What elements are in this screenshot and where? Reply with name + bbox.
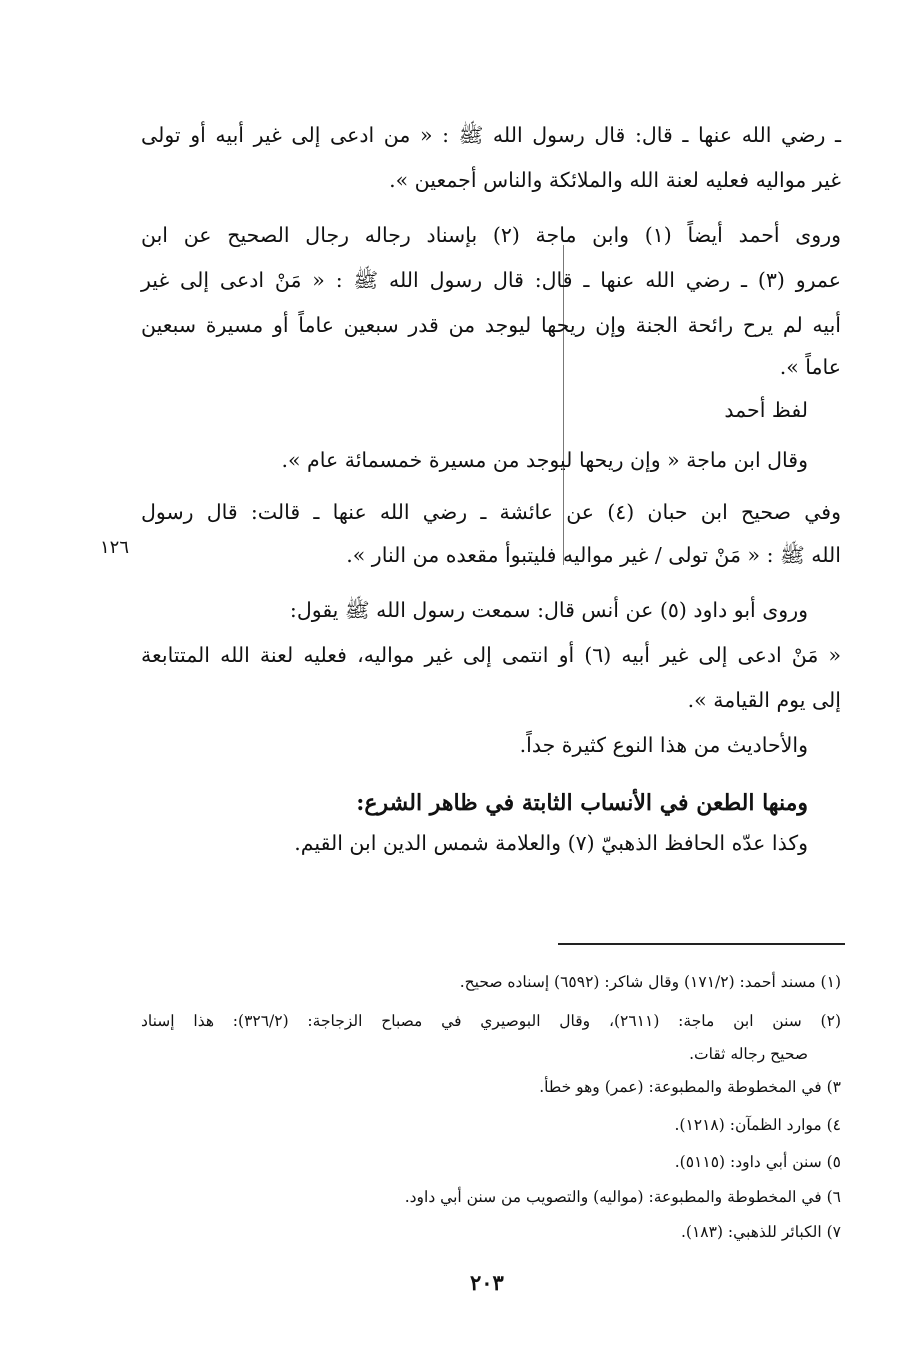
body-line-11: وروى أبو داود (٥) عن أنس قال: سمعت رسول الله ﷺ يقول: — [289, 598, 808, 622]
body-line-3: وروى أحمد أيضاً (١) وابن ماجة (٢) بإسناد رجاله رجال الصحيح عن ابن — [141, 223, 841, 247]
footnote-7: ٧) الكبائر للذهبي: (١٨٣). — [680, 1223, 841, 1241]
footnote-2: (٢) سنن ابن ماجة: (٢٦١١)، وقال البوصيري في مصباح الزجاجة: (٣٢٦/٢): هذا إسناد — [141, 1012, 841, 1030]
body-line-1: ـ رضي الله عنها ـ قال: قال رسول الله ﷺ : « من ادعى إلى غير أبيه أو تولى — [141, 123, 841, 147]
body-line-13: إلى يوم القيامة ». — [687, 688, 841, 712]
body-line-7: لفظ أحمد — [724, 398, 808, 422]
body-line-2: غير مواليه فعليه لعنة الله والملائكة والناس أجمعين ». — [389, 168, 841, 192]
body-line-6: عاماً ». — [779, 355, 841, 379]
body-line-12: « مَنْ ادعى إلى غير أبيه (٦) أو انتمى إلى غير مواليه، فعليه لعنة الله المتتابعة — [141, 643, 842, 667]
page-number: ٢٠٣ — [470, 1270, 504, 1295]
body-line-14: والأحاديث من هذا النوع كثيرة جداً. — [519, 733, 808, 757]
footnote-1: (١) مسند أحمد: (١٧١/٢) وقال شاكر: (٦٥٩٢) إسناده صحيح. — [459, 973, 841, 991]
margin-number: ١٢٦ — [100, 537, 130, 558]
body-line-16: وكذا عدّه الحافظ الذهبيّ (٧) والعلامة شمس الدين ابن القيم. — [294, 831, 808, 855]
section-heading: ومنها الطعن في الأنساب الثابتة في ظاهر الشرع: — [356, 790, 808, 816]
footnote-4: ٤) موارد الظمآن: (١٢١٨). — [674, 1116, 841, 1134]
footnote-6: ٦) في المخطوطة والمطبوعة: (مواليه) والتصويب من سنن أبي داود. — [404, 1188, 841, 1206]
body-line-8: وقال ابن ماجة « وإن ريحها ليوجد من مسيرة خمسمائة عام ». — [281, 448, 808, 472]
body-line-9: وفي صحيح ابن حبان (٤) عن عائشة ـ رضي الله عنها ـ قالت: قال رسول — [141, 500, 842, 524]
footnote-3: ٣) في المخطوطة والمطبوعة: (عمر) وهو خطأ. — [539, 1078, 841, 1096]
footnote-2-continued: صحيح رجاله ثقات. — [689, 1045, 808, 1063]
body-line-10: الله ﷺ : « مَنْ تولى / غير مواليه فليتبوأ مقعده من النار ». — [346, 543, 841, 567]
body-line-5: أبيه لم يرح رائحة الجنة وإن ريحها ليوجد من قدر سبعين عاماً أو مسيرة سبعين — [141, 313, 841, 337]
footnote-5: ٥) سنن أبي داود: (٥١١٥). — [674, 1153, 841, 1171]
body-line-4: عمرو (٣) ـ رضي الله عنها ـ قال: قال رسول الله ﷺ : « مَنْ ادعى إلى غير — [141, 268, 841, 292]
footnote-separator — [558, 943, 845, 945]
